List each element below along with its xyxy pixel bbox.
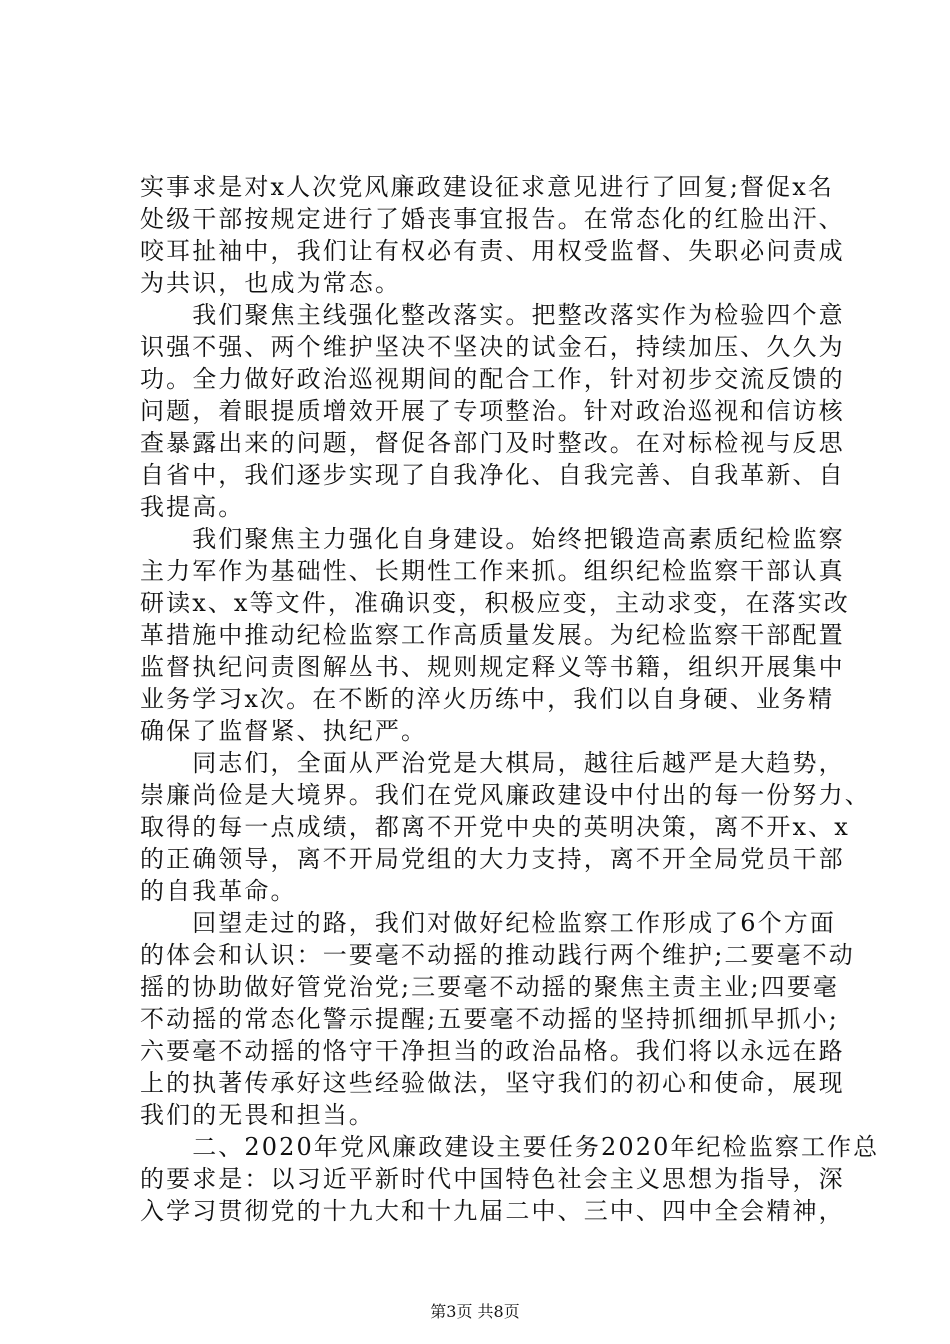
text-line: 监督执纪问责图解丛书、规则规定释义等书籍，组织开展集中 (140, 653, 845, 681)
body-paragraph (140, 171, 880, 1227)
text-line: 上的执著传承好这些经验做法，坚守我们的初心和使命，展现 (140, 1069, 845, 1097)
text-line: 主力军作为基础性、长期性工作来抓。组织纪检监察干部认真 (140, 557, 845, 585)
text-line: 二、2020年党风廉政建设主要任务2020年纪检监察工作总 (140, 1133, 880, 1161)
text-line: 自省中，我们逐步实现了自我净化、自我完善、自我革新、自 (140, 461, 845, 489)
text-line: 查暴露出来的问题，督促各部门及时整改。在对标检视与反思 (140, 429, 845, 457)
document-body (140, 171, 880, 1227)
text-line: 不动摇的常态化警示提醒;五要毫不动摇的坚持抓细抓早抓小; (140, 1005, 839, 1033)
text-line: 为共识，也成为常态。 (140, 269, 401, 297)
text-line: 问题，着眼提质增效开展了专项整治。针对政治巡视和信访核 (140, 397, 845, 425)
text-line: 同志们，全面从严治党是大棋局，越往后越严是大趋势， (140, 749, 845, 777)
text-line: 的正确领导，离不开局党组的大力支持，离不开全局党员干部 (140, 845, 845, 873)
text-line: 研读x、x等文件，准确识变，积极应变，主动求变，在落实改 (140, 589, 850, 617)
text-line: 识强不强、两个维护坚决不坚决的试金石，持续加压、久久为 (140, 333, 845, 361)
text-line: 实事求是对x人次党风廉政建设征求意见进行了回复;督促x名 (140, 173, 834, 201)
text-line: 的自我革命。 (140, 877, 297, 905)
text-line: 我们聚焦主力强化自身建设。始终把锻造高素质纪检监察 (140, 525, 845, 553)
text-line: 功。全力做好政治巡视期间的配合工作，针对初步交流反馈的 (140, 365, 845, 393)
text-line: 崇廉尚俭是大境界。我们在党风廉政建设中付出的每一份努力、 (140, 781, 871, 809)
text-line: 确保了监督紧、执纪严。 (140, 717, 428, 745)
text-line: 摇的协助做好管党治党;三要毫不动摇的聚焦主责主业;四要毫 (140, 973, 839, 1001)
page-footer: 第3页 共8页 (430, 1302, 520, 1321)
text-line: 六要毫不动摇的恪守干净担当的政治品格。我们将以永远在路 (140, 1037, 845, 1065)
text-line: 业务学习x次。在不断的淬火历练中，我们以自身硬、业务精 (140, 685, 835, 713)
text-line: 的体会和认识：一要毫不动摇的推动践行两个维护;二要毫不动 (140, 941, 855, 969)
text-line: 革措施中推动纪检监察工作高质量发展。为纪检监察干部配置 (140, 621, 845, 649)
text-line: 处级干部按规定进行了婚丧事宜报告。在常态化的红脸出汗、 (140, 205, 845, 233)
text-line: 的要求是：以习近平新时代中国特色社会主义思想为指导，深 (140, 1165, 845, 1193)
text-line: 我们的无畏和担当。 (140, 1101, 375, 1129)
text-line: 我提高。 (140, 493, 245, 521)
text-line: 咬耳扯袖中，我们让有权必有责、用权受监督、失职必问责成 (140, 237, 845, 265)
text-line: 取得的每一点成绩，都离不开党中央的英明决策，离不开x、x (140, 813, 850, 841)
text-line: 我们聚焦主线强化整改落实。把整改落实作为检验四个意 (140, 301, 845, 329)
text-line: 回望走过的路，我们对做好纪检监察工作形成了6个方面 (140, 909, 836, 937)
text-line: 入学习贯彻党的十九大和十九届二中、三中、四中全会精神， (140, 1197, 845, 1225)
